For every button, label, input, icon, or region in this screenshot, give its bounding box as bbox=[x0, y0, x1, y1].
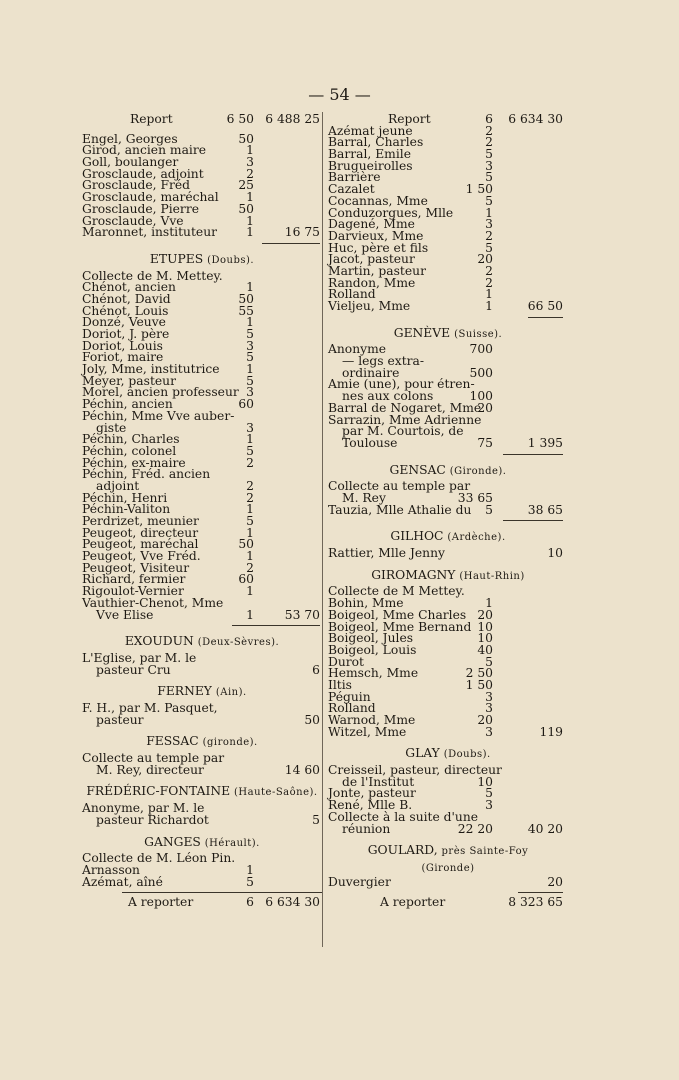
entry-amount: 2 50 bbox=[465, 666, 493, 681]
section-heading bbox=[328, 845, 568, 858]
entry-amount: 1 bbox=[485, 205, 493, 220]
place-name: GENSAC bbox=[389, 462, 446, 477]
entry-amount: 1 bbox=[246, 862, 254, 877]
entry-name: Péchin-Valiton bbox=[82, 502, 171, 517]
entry-name: Tauzia, Mlle Athalie du bbox=[328, 502, 472, 517]
entry-amount: 2 bbox=[246, 455, 254, 470]
entry-amount: 1 bbox=[246, 143, 254, 158]
ledger-row bbox=[328, 301, 568, 313]
entry-amount: 1 bbox=[246, 225, 254, 240]
ledger-row bbox=[328, 502, 568, 517]
entry-name: Vieljeu, Mme bbox=[328, 299, 411, 313]
entry-amount: 55 bbox=[238, 303, 254, 318]
entry-name: Anonyme, par M. le bbox=[82, 801, 205, 816]
section-heading bbox=[82, 686, 322, 699]
entry-subtotal: 50 bbox=[304, 712, 320, 727]
entry-name: M. Rey bbox=[342, 490, 386, 505]
entry-amount: 2 bbox=[485, 263, 493, 278]
entry-name: Grosclaude, maréchal bbox=[82, 190, 219, 205]
ledger-row bbox=[82, 812, 322, 827]
subtotal-rule bbox=[232, 625, 320, 626]
entry-name: Arnasson bbox=[82, 862, 140, 877]
entry-name: nes aux colons bbox=[342, 389, 434, 404]
entry-name: Péchin, ex-maire bbox=[82, 455, 186, 470]
entry-name: de l'Institut bbox=[342, 774, 415, 789]
entry-name: Péchin, ancien bbox=[82, 397, 173, 412]
entry-name: Toulouse bbox=[342, 435, 398, 450]
place-name: FERNEY bbox=[157, 684, 212, 699]
entry-amount: 1 bbox=[485, 299, 493, 313]
region-name: (Doubs). bbox=[207, 254, 255, 266]
entry-name: Péchin, Mme Vve auber- bbox=[82, 408, 235, 423]
entry-amount: 75 bbox=[477, 435, 493, 450]
footer-total: 6 634 30 bbox=[265, 895, 320, 910]
entry-name: Brugueirolles bbox=[328, 158, 413, 173]
section-heading bbox=[328, 462, 568, 478]
ledger-row bbox=[82, 227, 322, 239]
footer-row bbox=[82, 897, 322, 911]
entry-amount: 10 bbox=[477, 631, 493, 646]
entry-subtotal: 38 65 bbox=[527, 502, 563, 517]
entry-name: Conduzorgues, Mlle bbox=[328, 205, 454, 220]
entry-name: Barral, Emile bbox=[328, 147, 411, 162]
entry-amount: 100 bbox=[469, 389, 493, 404]
entry-name: Doriot, Louis bbox=[82, 338, 163, 353]
entry-name: — legs extra- bbox=[342, 354, 425, 369]
place-name: GLAY bbox=[405, 746, 440, 761]
entry-amount: 60 bbox=[238, 397, 254, 412]
entry-amount: 5 bbox=[246, 874, 254, 889]
entry-amount: 50 bbox=[238, 291, 254, 306]
entry-amount: 6 bbox=[485, 112, 493, 126]
entry-amount: 50 bbox=[238, 537, 254, 552]
entry-amount: 5 bbox=[246, 327, 254, 342]
entry-name: pasteur bbox=[96, 712, 144, 727]
entry-name: Amie (une), pour étren- bbox=[328, 377, 475, 392]
entry-amount: 2 bbox=[485, 275, 493, 290]
entry-name: Barral de Nogaret, Mme bbox=[328, 400, 482, 415]
entry-amount: 2 bbox=[246, 490, 254, 505]
region-name: (Haut-Rhin) bbox=[459, 570, 525, 582]
entry-subtotal: 53 70 bbox=[284, 607, 320, 622]
entry-amount: 6 50 bbox=[226, 112, 254, 126]
entry-amount: 3 bbox=[246, 155, 254, 170]
entry-amount: 3 bbox=[485, 798, 493, 813]
entry-amount: 2 bbox=[485, 135, 493, 150]
entry-amount: 3 bbox=[246, 338, 254, 353]
ledger-row bbox=[328, 874, 568, 889]
entry-name: Maronnet, instituteur bbox=[82, 225, 217, 240]
entry-amount: 1 50 bbox=[465, 677, 493, 692]
entry-subtotal: 5 bbox=[312, 812, 320, 827]
entry-name: Boigeol, Louis bbox=[328, 642, 417, 657]
entry-name: réunion bbox=[342, 821, 391, 836]
ledger-row bbox=[82, 607, 322, 622]
ledger-row bbox=[328, 724, 568, 739]
region-name: (Hérault). bbox=[204, 837, 260, 849]
ledger-row bbox=[82, 762, 322, 777]
entry-amount: 1 bbox=[246, 502, 254, 517]
entry-subtotal: 6 bbox=[312, 662, 320, 677]
entry-amount: 1 bbox=[485, 287, 493, 302]
entry-name: Durot bbox=[328, 654, 365, 669]
footer-total: 8 323 65 bbox=[508, 895, 563, 910]
entry-name: Randon, Mme bbox=[328, 275, 416, 290]
entry-name: adjoint bbox=[96, 478, 140, 493]
entry-subtotal: 40 20 bbox=[527, 821, 563, 836]
entry-name: Meyer, pasteur bbox=[82, 373, 176, 388]
entry-name: Sarrazin, Mme Adrienne bbox=[328, 412, 482, 427]
place-name: GENÈVE bbox=[393, 325, 451, 340]
ledger-row bbox=[82, 114, 322, 126]
entry-name: Report bbox=[388, 112, 431, 126]
entry-name: Collecte de M. Mettey. bbox=[82, 268, 223, 283]
section-heading bbox=[82, 834, 322, 850]
entry-name: Péchin, colonel bbox=[82, 443, 177, 458]
column-divider bbox=[322, 112, 323, 947]
section-heading bbox=[328, 531, 568, 544]
entry-name: Grosclaude, adjoint bbox=[82, 166, 204, 181]
entry-name: Warnod, Mme bbox=[328, 713, 416, 727]
entry-name: Péchin, Henri bbox=[82, 490, 168, 505]
subtotal-rule bbox=[503, 520, 563, 521]
entry-name: Barral, Charles bbox=[328, 135, 424, 150]
region-name: (Deux-Sèvres). bbox=[197, 637, 280, 649]
region-name: (gironde). bbox=[202, 737, 258, 749]
entry-name: Boigeol, Jules bbox=[328, 631, 414, 646]
ledger-row bbox=[82, 662, 322, 677]
footer-amount: 6 bbox=[246, 895, 254, 910]
entry-amount: 5 bbox=[485, 147, 493, 162]
entry-name: Dagené, Mme bbox=[328, 217, 415, 232]
entry-amount: 3 bbox=[485, 217, 493, 232]
entry-name: Peugeot, maréchal bbox=[82, 537, 199, 552]
entry-name: Peugeot, Vve Fréd. bbox=[82, 549, 201, 564]
footer-label: A reporter bbox=[380, 895, 446, 910]
entry-amount: 5 bbox=[485, 786, 493, 801]
entry-amount: 5 bbox=[485, 240, 493, 255]
footer-rule bbox=[518, 892, 563, 893]
entry-name: Cocannas, Mme bbox=[328, 193, 428, 208]
entry-name: Morel, ancien professeur bbox=[82, 385, 239, 400]
region-name: près Sainte-Foy bbox=[441, 846, 529, 858]
entry-amount: 5 bbox=[246, 373, 254, 388]
place-name: GIROMAGNY bbox=[371, 567, 456, 582]
place-name: GILHOC bbox=[390, 529, 444, 544]
entry-name: Collecte à la suite d'une bbox=[328, 809, 479, 824]
region-name: (Doubs). bbox=[443, 749, 491, 761]
entry-name: Peugeot, directeur bbox=[82, 525, 199, 540]
ledger-row bbox=[82, 874, 322, 889]
entry-amount: 1 bbox=[246, 315, 254, 330]
entry-name: Creisseil, pasteur, directeur bbox=[328, 763, 502, 778]
entry-amount: 33 65 bbox=[457, 490, 493, 505]
entry-name: Donzé, Veuve bbox=[82, 315, 166, 330]
ledger-row bbox=[328, 548, 568, 560]
entry-name: Azémat jeune bbox=[328, 123, 413, 138]
place-name: ETUPES bbox=[149, 251, 204, 266]
entry-name: Rolland bbox=[328, 287, 376, 302]
entry-amount: 5 bbox=[485, 193, 493, 208]
entry-amount: 2 bbox=[485, 228, 493, 243]
entry-name: Jonte, pasteur bbox=[328, 786, 416, 801]
entry-subtotal: 6 634 30 bbox=[508, 112, 563, 126]
entry-name: Jacot, pasteur bbox=[328, 252, 415, 267]
entry-amount: 1 bbox=[485, 596, 493, 611]
entry-name: Péchin, Fréd. ancien bbox=[82, 467, 211, 482]
entry-subtotal: 14 60 bbox=[284, 762, 320, 777]
entry-subtotal: 16 75 bbox=[284, 225, 320, 240]
entry-amount: 3 bbox=[485, 689, 493, 704]
entry-name: Report bbox=[130, 112, 173, 126]
section-heading bbox=[82, 736, 322, 749]
entry-amount: 1 bbox=[246, 190, 254, 205]
entry-subtotal: 10 bbox=[547, 546, 563, 561]
entry-name: Collecte au temple par bbox=[328, 479, 471, 494]
entry-name: Hemsch, Mme bbox=[328, 666, 419, 681]
place-name: GOULARD, bbox=[367, 843, 438, 858]
entry-name: Rattier, Mlle Jenny bbox=[328, 546, 445, 561]
entry-name: Peugeot, Visiteur bbox=[82, 560, 190, 575]
entry-name: Goll, boulanger bbox=[82, 155, 179, 170]
subtotal-rule bbox=[262, 243, 320, 244]
entry-amount: 50 bbox=[238, 201, 254, 216]
entry-name: Bohin, Mme bbox=[328, 596, 404, 611]
entry-amount: 3 bbox=[246, 385, 254, 400]
ledger-row bbox=[328, 435, 568, 450]
entry-amount: 5 bbox=[485, 170, 493, 185]
entry-name: Boigeol, Mme Bernand bbox=[328, 619, 472, 634]
entry-name: Collecte de M Mettey. bbox=[328, 584, 465, 599]
entry-amount: 20 bbox=[477, 400, 493, 415]
footer-row bbox=[328, 897, 568, 911]
entry-amount: 3 bbox=[485, 701, 493, 716]
entry-name: Rolland bbox=[328, 701, 376, 716]
subtotal-rule bbox=[503, 454, 563, 455]
right-column bbox=[328, 114, 568, 911]
region-name: (Gironde). bbox=[449, 465, 507, 477]
entry-amount: 1 bbox=[246, 280, 254, 295]
entry-amount: 20 bbox=[477, 252, 493, 267]
entry-amount: 1 bbox=[246, 607, 254, 622]
entry-name: ordinaire bbox=[342, 365, 400, 380]
entry-amount: 10 bbox=[477, 774, 493, 789]
entry-subtotal: 1 395 bbox=[527, 435, 563, 450]
entry-subtotal: 119 bbox=[539, 724, 563, 739]
section-heading bbox=[328, 567, 568, 583]
entry-amount: 1 bbox=[246, 362, 254, 377]
ledger-row bbox=[328, 668, 568, 680]
entry-amount: 5 bbox=[485, 654, 493, 669]
entry-name: par M. Courtois, de bbox=[342, 424, 464, 439]
section-heading bbox=[82, 786, 322, 799]
footer-rule bbox=[122, 892, 322, 893]
entry-name: Chénot, ancien bbox=[82, 280, 176, 295]
entry-name: Barrière bbox=[328, 170, 381, 185]
entry-amount: 60 bbox=[238, 572, 254, 587]
entry-amount: 1 bbox=[246, 549, 254, 564]
entry-name: Collecte au temple par bbox=[82, 751, 225, 766]
entry-subtotal: 66 50 bbox=[527, 299, 563, 313]
entry-subtotal: 20 bbox=[547, 874, 563, 889]
entry-name: Darvieux, Mme bbox=[328, 228, 424, 243]
section-heading bbox=[328, 748, 568, 761]
entry-name: pasteur Richardot bbox=[96, 812, 209, 827]
entry-name: L'Eglise, par M. le bbox=[82, 650, 197, 665]
entry-name: Péguin bbox=[328, 689, 371, 704]
subtotal-rule bbox=[528, 317, 563, 318]
entry-name: Cazalet bbox=[328, 182, 375, 197]
entry-name: M. Rey, directeur bbox=[96, 762, 204, 777]
entry-amount: 5 bbox=[246, 350, 254, 365]
entry-name: Engel, Georges bbox=[82, 131, 178, 146]
entry-name: Grosclaude, Fréd bbox=[82, 178, 191, 193]
entry-name: pasteur Cru bbox=[96, 662, 171, 677]
entry-name: Perdrizet, meunier bbox=[82, 514, 199, 529]
entry-amount: 5 bbox=[246, 514, 254, 529]
place-name: FESSAC bbox=[146, 734, 199, 749]
entry-name: Girod, ancien maire bbox=[82, 143, 206, 158]
ledger-row bbox=[328, 821, 568, 836]
entry-name: Witzel, Mme bbox=[328, 724, 407, 739]
entry-amount: 3 bbox=[485, 158, 493, 173]
page-number: — 54 — bbox=[308, 85, 371, 104]
region-name: (Ardèche). bbox=[447, 532, 506, 544]
entry-amount: 700 bbox=[469, 342, 493, 357]
section-heading bbox=[82, 251, 322, 267]
entry-amount: 1 50 bbox=[465, 182, 493, 197]
entry-amount: 2 bbox=[246, 166, 254, 181]
footer-label: A reporter bbox=[128, 895, 194, 910]
entry-amount: 40 bbox=[477, 642, 493, 657]
entry-amount: 10 bbox=[477, 619, 493, 634]
region-name: (Suisse). bbox=[454, 328, 503, 340]
entry-amount: 50 bbox=[238, 131, 254, 146]
entry-name: giste bbox=[96, 420, 127, 435]
ledger-row bbox=[328, 642, 568, 657]
entry-name: Collecte de M. Léon Pin. bbox=[82, 851, 236, 866]
entry-name: Huc, père et fils bbox=[328, 240, 429, 255]
entry-name: Anonyme bbox=[328, 342, 387, 357]
entry-amount: 1 bbox=[246, 525, 254, 540]
entry-name: Vauthier-Chenot, Mme bbox=[82, 595, 224, 610]
entry-name: Chénot, Louis bbox=[82, 303, 169, 318]
entry-name: Grosclaude, Vve bbox=[82, 213, 184, 228]
entry-amount: 3 bbox=[246, 420, 254, 435]
entry-name: Grosclaude, Pierre bbox=[82, 201, 199, 216]
entry-name: Joly, Mme, institutrice bbox=[82, 362, 220, 377]
entry-amount: 5 bbox=[485, 502, 493, 517]
entry-amount: 25 bbox=[238, 178, 254, 193]
entry-amount: 3 bbox=[485, 724, 493, 739]
entry-amount: 2 bbox=[246, 560, 254, 575]
entry-amount: 2 bbox=[246, 478, 254, 493]
ledger-row bbox=[82, 712, 322, 727]
entry-amount: 20 bbox=[477, 713, 493, 727]
entry-name: Rigoulot-Vernier bbox=[82, 584, 184, 599]
entry-amount: 1 bbox=[246, 213, 254, 228]
entry-amount: 1 bbox=[246, 584, 254, 599]
entry-amount: 22 20 bbox=[457, 821, 493, 836]
section-heading bbox=[328, 325, 568, 341]
region-name: (Haute-Saône). bbox=[233, 787, 318, 799]
entry-name: Azémat, aîné bbox=[82, 874, 163, 889]
entry-name: Foriot, maire bbox=[82, 350, 164, 365]
entry-name: Doriot, J. père bbox=[82, 327, 170, 342]
entry-subtotal: 6 488 25 bbox=[265, 112, 320, 126]
entry-amount: 5 bbox=[246, 443, 254, 458]
place-name: GANGES bbox=[144, 834, 201, 849]
left-column bbox=[82, 114, 322, 911]
entry-name: Duvergier bbox=[328, 874, 391, 889]
entry-name: F. H., par M. Pasquet, bbox=[82, 700, 218, 715]
place-name: EXOUDUN bbox=[124, 634, 194, 649]
entry-name: Boigeol, Mme Charles bbox=[328, 607, 467, 622]
entry-name: Vve Elise bbox=[96, 607, 154, 622]
place-name: FRÉDÉRIC-FONTAINE bbox=[86, 784, 231, 799]
entry-name: Richard, fermier bbox=[82, 572, 186, 587]
entry-amount: 500 bbox=[469, 365, 493, 380]
section-heading bbox=[82, 636, 322, 649]
entry-name: Martin, pasteur bbox=[328, 263, 426, 278]
region-name: (Ain). bbox=[215, 687, 247, 699]
entry-name: Chénot, David bbox=[82, 291, 171, 306]
entry-name: Iltis bbox=[328, 677, 352, 692]
entry-amount: 1 bbox=[246, 432, 254, 447]
region-name: (Gironde) bbox=[421, 862, 475, 874]
entry-amount: 20 bbox=[477, 607, 493, 622]
entry-name: René, Mlle B. bbox=[328, 798, 413, 813]
entry-name: Péchin, Charles bbox=[82, 432, 180, 447]
section-heading-2 bbox=[328, 862, 568, 875]
entry-amount: 2 bbox=[485, 123, 493, 138]
